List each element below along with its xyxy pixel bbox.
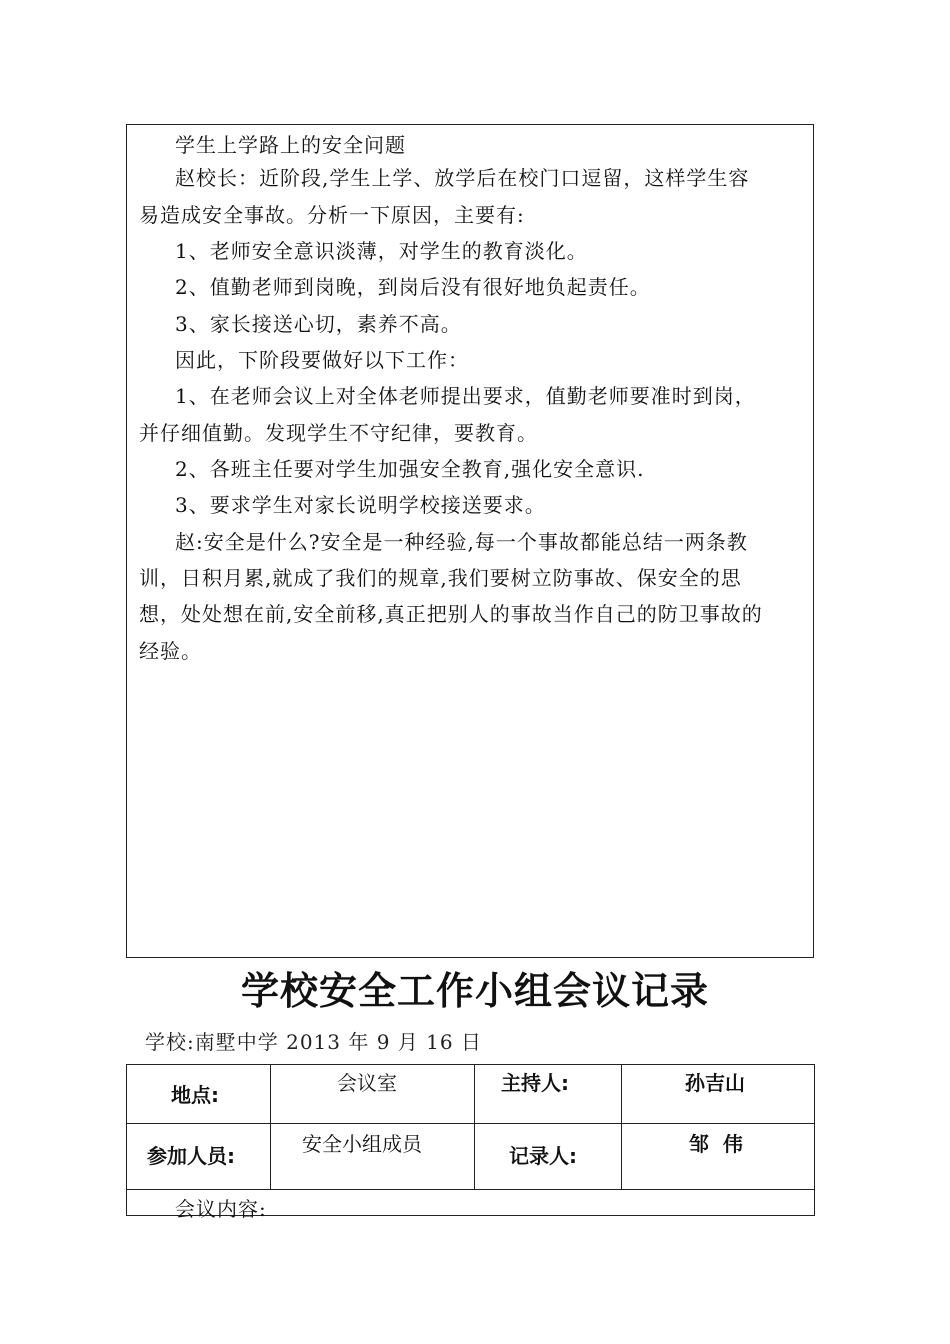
paragraph-line: 2、各班主任要对学生加强安全教育,强化安全意识.: [175, 457, 645, 481]
paragraph-line: 易造成安全事故。分析一下原因，主要有:: [139, 203, 525, 227]
record-title: 学校安全工作小组会议记录: [240, 969, 709, 1013]
paragraph-line: 1、老师安全意识淡薄，对学生的教育淡化。: [175, 239, 588, 263]
attendees-label: 参加人员:: [147, 1144, 235, 1168]
paragraph-line: 赵:安全是什么?安全是一种经验,每一个事故都能总结一两条教: [175, 530, 748, 554]
attendees-value: 安全小组成员: [302, 1132, 422, 1156]
paragraph-line: 想，处处想在前,安全前移,真正把别人的事故当作自己的防卫事故的: [139, 602, 763, 626]
school-date-line: 学校:南墅中学 2013 年 9 月 16 日: [145, 1030, 482, 1054]
paragraph-line: 2、值勤老师到岗晚，到岗后没有很好地负起责任。: [175, 275, 651, 299]
column-divider: [474, 1065, 475, 1189]
paragraph-line: 因此，下阶段要做好以下工作：: [175, 348, 469, 372]
minutes-content-box: [126, 124, 814, 958]
recorder-value: 邹 伟: [689, 1132, 743, 1156]
host-label: 主持人:: [501, 1071, 569, 1095]
meeting-content-label: 会议内容:: [175, 1197, 267, 1221]
paragraph-line: 1、在老师会议上对全体老师提出要求，值勤老师要准时到岗，: [175, 384, 756, 408]
paragraph-line: 赵校长：近阶段,学生上学、放学后在校门口逗留，这样学生容: [175, 166, 750, 190]
paragraph-line: 3、要求学生对家长说明学校接送要求。: [175, 493, 546, 517]
column-divider: [270, 1065, 271, 1189]
recorder-label: 记录人:: [509, 1144, 577, 1168]
host-value: 孙吉山: [685, 1071, 745, 1095]
location-value: 会议室: [337, 1071, 397, 1095]
column-divider: [621, 1065, 622, 1189]
paragraph-line: 训，日积月累,就成了我们的规章,我们要树立防事故、保安全的思: [139, 566, 742, 590]
paragraph-line: 经验。: [139, 639, 202, 663]
location-label: 地点:: [171, 1083, 219, 1107]
row-divider: [127, 1123, 814, 1124]
paragraph-line: 并仔细值勤。发现学生不守纪律，要教育。: [139, 421, 538, 445]
row-divider: [127, 1189, 814, 1190]
meeting-info-table: [126, 1064, 815, 1221]
paragraph-line: 学生上学路上的安全问题: [175, 133, 406, 157]
paragraph-line: 3、家长接送心切，素养不高。: [175, 312, 462, 336]
